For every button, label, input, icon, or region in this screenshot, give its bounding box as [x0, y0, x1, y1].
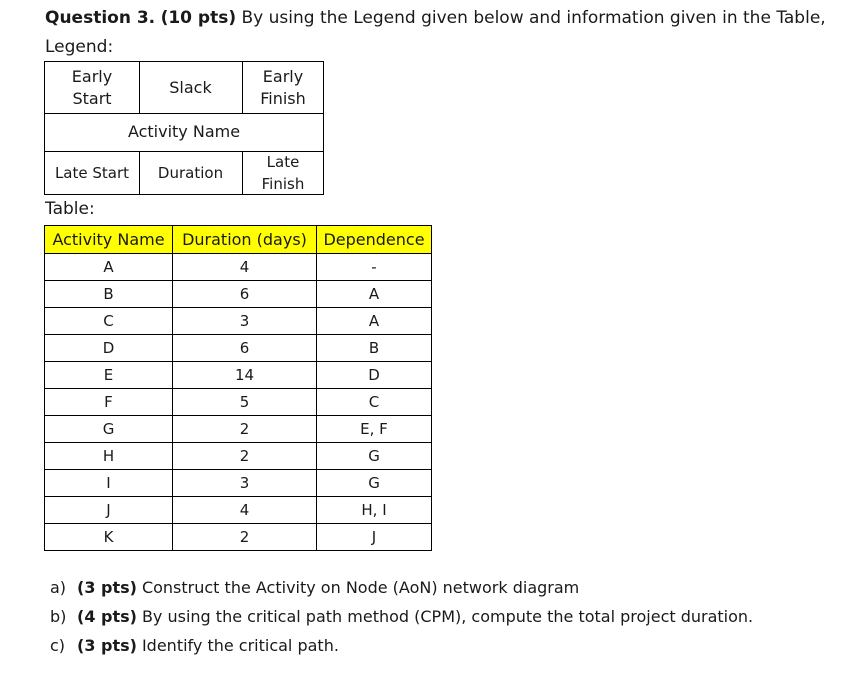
cell-dependence: A [317, 308, 432, 335]
table-header-row [45, 226, 432, 254]
cell-duration: 2 [173, 416, 317, 443]
cell-duration: 5 [173, 389, 317, 416]
cell-dependence: J [317, 524, 432, 551]
cell-activity: D [45, 335, 173, 362]
cell-dependence: A [317, 281, 432, 308]
task-text: By using the critical path method (CPM), compute the total project duration. [141, 607, 754, 626]
header-activity-name: Activity Name [45, 226, 173, 254]
task-item [50, 607, 753, 636]
cell-activity: I [45, 470, 173, 497]
activity-table [44, 225, 432, 551]
legend-late-finish-line2: Finish [261, 175, 305, 193]
legend-late-start: Late Start [54, 164, 130, 182]
header-dependence: Dependence [317, 226, 432, 254]
task-text: Identify the critical path. [141, 636, 339, 655]
cell-dependence: G [317, 443, 432, 470]
cell-duration: 3 [173, 470, 317, 497]
question-text: By using the Legend given below and information given in the Table, [241, 8, 826, 28]
legend-early-finish-line2: Finish [260, 88, 306, 108]
cell-dependence: G [317, 470, 432, 497]
legend-slack: Slack [169, 77, 212, 97]
cell-dependence: H, I [317, 497, 432, 524]
legend-late-finish-line1: Late [266, 153, 300, 171]
legend-activity-name: Activity Name [127, 122, 241, 141]
legend-late-finish [242, 151, 324, 195]
header-duration: Duration (days) [173, 226, 317, 254]
table-row [45, 416, 432, 443]
question-heading [45, 8, 826, 28]
cell-activity: G [45, 416, 173, 443]
cell-activity: K [45, 524, 173, 551]
cell-duration: 2 [173, 524, 317, 551]
cell-activity: B [45, 281, 173, 308]
cell-dependence: C [317, 389, 432, 416]
question-points: (10 pts) [160, 8, 237, 28]
table-row [45, 389, 432, 416]
cell-duration: 4 [173, 254, 317, 281]
task-text: Construct the Activity on Node (AoN) network diagram [141, 578, 580, 597]
legend-early-finish [242, 62, 324, 113]
table-row [45, 497, 432, 524]
task-label: b) [50, 607, 67, 626]
cell-duration: 3 [173, 308, 317, 335]
legend-title: Legend: [45, 37, 114, 57]
cell-dependence: B [317, 335, 432, 362]
cell-dependence: - [317, 254, 432, 281]
task-item [50, 578, 753, 607]
legend-early-start [45, 62, 139, 113]
task-item [50, 636, 753, 665]
cell-duration: 6 [173, 335, 317, 362]
table-row [45, 443, 432, 470]
cell-activity: E [45, 362, 173, 389]
table-row [45, 524, 432, 551]
legend-early-start-line2: Start [72, 88, 112, 108]
table-row [45, 308, 432, 335]
task-points: (4 pts) [77, 607, 137, 626]
cell-activity: A [45, 254, 173, 281]
cell-activity: F [45, 389, 173, 416]
cell-dependence: E, F [317, 416, 432, 443]
task-points: (3 pts) [77, 636, 137, 655]
table-row [45, 254, 432, 281]
cell-duration: 14 [173, 362, 317, 389]
cell-dependence: D [317, 362, 432, 389]
table-title: Table: [45, 199, 95, 219]
table-row [45, 335, 432, 362]
task-list [50, 578, 753, 665]
legend-duration: Duration [157, 164, 224, 182]
cell-duration: 4 [173, 497, 317, 524]
task-label: a) [50, 578, 67, 597]
task-points: (3 pts) [77, 578, 137, 597]
legend-early-start-line1: Early [71, 66, 113, 86]
cell-activity: J [45, 497, 173, 524]
cell-activity: H [45, 443, 173, 470]
cell-duration: 6 [173, 281, 317, 308]
task-label: c) [50, 636, 66, 655]
table-row [45, 281, 432, 308]
legend-early-finish-line1: Early [262, 66, 304, 86]
cell-activity: C [45, 308, 173, 335]
table-row [45, 362, 432, 389]
table-row [45, 470, 432, 497]
question-number: Question 3. [45, 8, 156, 28]
legend-box [44, 61, 324, 195]
cell-duration: 2 [173, 443, 317, 470]
